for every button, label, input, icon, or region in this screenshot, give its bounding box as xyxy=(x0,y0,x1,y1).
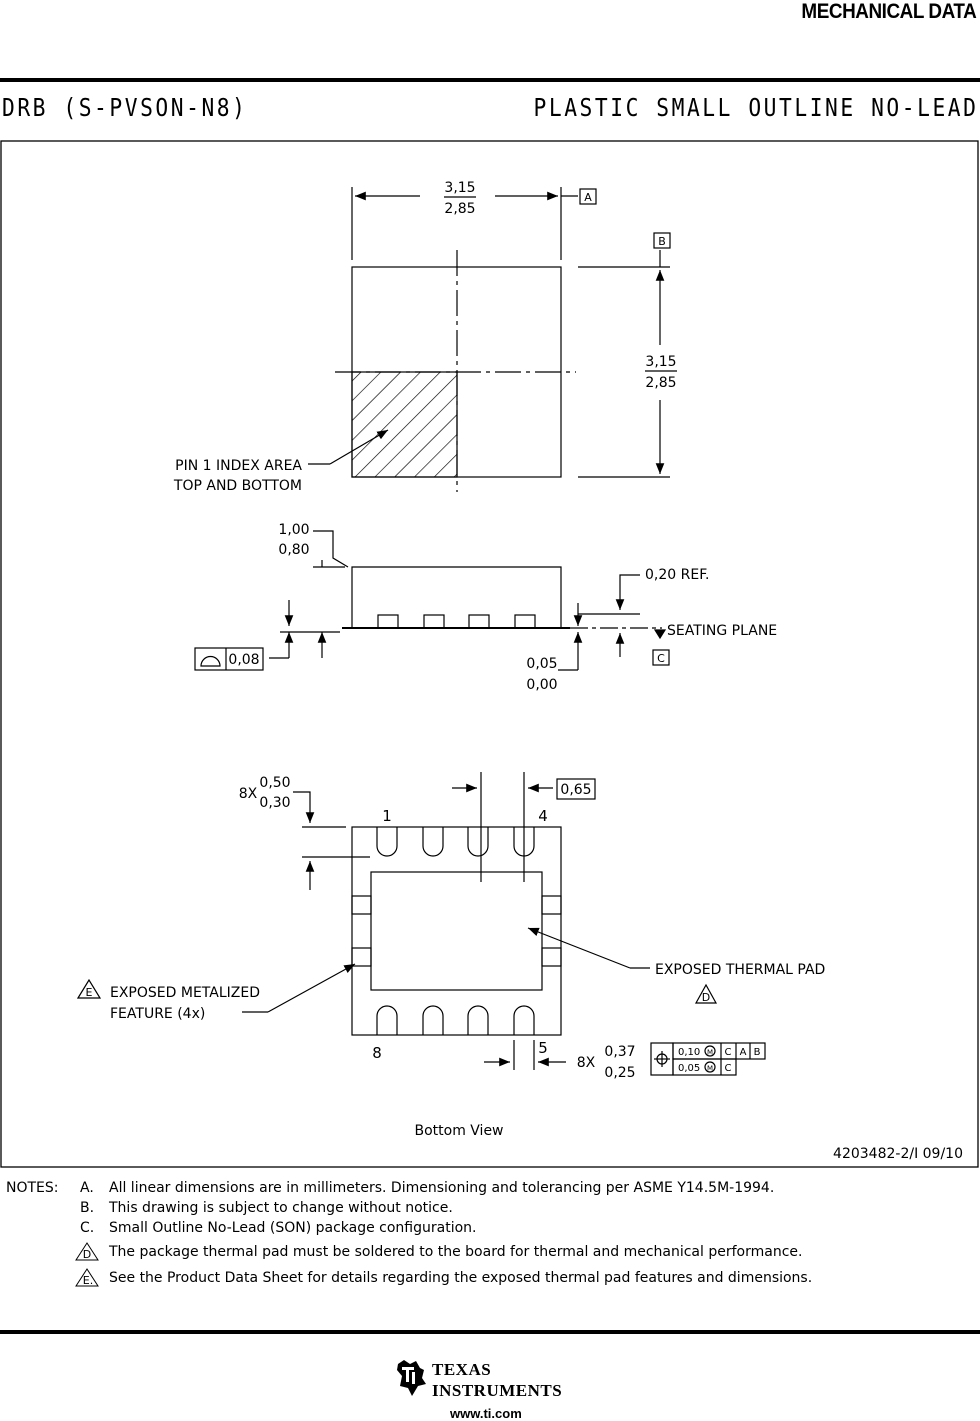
fcf-tol-2: 0,05 xyxy=(678,1063,701,1074)
lead-7 xyxy=(423,1006,443,1035)
fcf-tol-1: 0,10 xyxy=(678,1047,701,1058)
thermal-pad-label: EXPOSED THERMAL PAD xyxy=(655,962,826,978)
seating-plane-label: SEATING PLANE xyxy=(667,623,778,639)
pin-8-label: 8 xyxy=(372,1044,382,1062)
pin-5-label: 5 xyxy=(538,1039,548,1057)
lead-width-count-8x: 8X xyxy=(576,1055,596,1071)
ti-url[interactable]: www.ti.com xyxy=(450,1406,522,1421)
pin1-label-line2: TOP AND BOTTOM xyxy=(173,478,302,494)
top-width-min: 2,85 xyxy=(444,201,476,217)
top-height-min: 2,85 xyxy=(645,375,677,391)
top-width-max: 3,15 xyxy=(444,180,476,196)
package-description: PLASTIC SMALL OUTLINE NO-LEAD xyxy=(533,93,978,122)
lead-length-min: 0,30 xyxy=(259,795,291,811)
pin1-label-line1: PIN 1 INDEX AREA xyxy=(175,458,302,474)
package-outline-bottom xyxy=(352,827,561,1035)
note-d-flag-icon xyxy=(74,1242,104,1262)
note-a-text: All linear dimensions are in millimeters. Dimensioning and tolerancing per ASME Y14.5M-1994. xyxy=(109,1180,775,1196)
exposed-metal-label-line1: EXPOSED METALIZED xyxy=(110,985,260,1001)
ref-dimension: 0,20 REF. xyxy=(645,567,710,583)
bottom-rule xyxy=(0,1330,980,1334)
page-title: MECHANICAL DATA xyxy=(801,0,976,23)
pin-1-label: 1 xyxy=(382,807,392,825)
top-view xyxy=(308,187,677,492)
bottom-view-caption: Bottom View xyxy=(414,1123,504,1139)
fcf-datum-c: C xyxy=(724,1047,732,1058)
fcf-mod-2: M xyxy=(706,1064,714,1073)
thermal-pad-flag: D xyxy=(701,991,711,1004)
datum-c: C xyxy=(657,652,665,665)
lead-1 xyxy=(377,827,397,856)
drawing-number: 4203482-2/I 09/10 xyxy=(833,1146,963,1162)
exposed-metal-flag: E xyxy=(85,986,93,999)
note-e-flag-icon xyxy=(74,1268,108,1288)
lead-8 xyxy=(377,1006,397,1035)
lead-length-max: 0,50 xyxy=(259,775,291,791)
note-c-letter: C. xyxy=(80,1220,95,1236)
flatness-value: 0,08 xyxy=(228,652,260,668)
fcf-mod-1: M xyxy=(706,1048,714,1057)
side-height-min: 0,80 xyxy=(278,542,310,558)
standoff-min: 0,00 xyxy=(526,677,558,693)
lead-2 xyxy=(423,827,443,856)
package-code: DRB (S-PVSON-N8) xyxy=(2,93,248,122)
lead-count-8x: 8X xyxy=(238,786,258,802)
note-a-letter: A. xyxy=(80,1180,94,1196)
lead-3 xyxy=(468,827,488,856)
bottom-view xyxy=(78,772,765,1075)
datum-b: B xyxy=(658,235,666,248)
standoff-max: 0,05 xyxy=(526,656,558,672)
note-e-letter: E. xyxy=(82,1274,94,1287)
top-height-max: 3,15 xyxy=(645,354,677,370)
ti-brand-line1: TEXAS xyxy=(432,1360,492,1379)
pin1-index-hatch xyxy=(352,372,457,477)
fcf-datum-b: B xyxy=(753,1047,761,1058)
note-d-text: The package thermal pad must be soldered to the board for thermal and mechanical performance. xyxy=(109,1244,803,1260)
side-height-max: 1,00 xyxy=(278,522,310,538)
lead-6 xyxy=(468,1006,488,1035)
note-b-text: This drawing is subject to change without notice. xyxy=(109,1200,453,1216)
lead-width-min: 0,25 xyxy=(604,1065,636,1081)
package-outline-side xyxy=(352,567,561,628)
lead-width-max: 0,37 xyxy=(604,1044,636,1060)
fcf-datum-c-2: C xyxy=(724,1063,732,1074)
thermal-pad xyxy=(371,872,542,990)
exposed-metal-label-line2: FEATURE (4x) xyxy=(110,1006,206,1022)
fcf-datum-a: A xyxy=(739,1047,747,1058)
note-d-letter: D xyxy=(82,1248,92,1261)
pitch-value: 0,65 xyxy=(560,782,592,798)
lead-5 xyxy=(514,1006,534,1035)
notes-label: NOTES: xyxy=(6,1180,59,1196)
note-e-text: See the Product Data Sheet for details regarding the exposed thermal pad features and dimensions. xyxy=(109,1270,813,1286)
side-view xyxy=(195,531,669,670)
note-c-text: Small Outline No-Lead (SON) package configuration. xyxy=(109,1220,477,1236)
ti-brand-line2: INSTRUMENTS xyxy=(432,1381,563,1400)
pin-4-label: 4 xyxy=(538,807,548,825)
note-b-letter: B. xyxy=(80,1200,95,1216)
datum-a: A xyxy=(584,191,592,204)
